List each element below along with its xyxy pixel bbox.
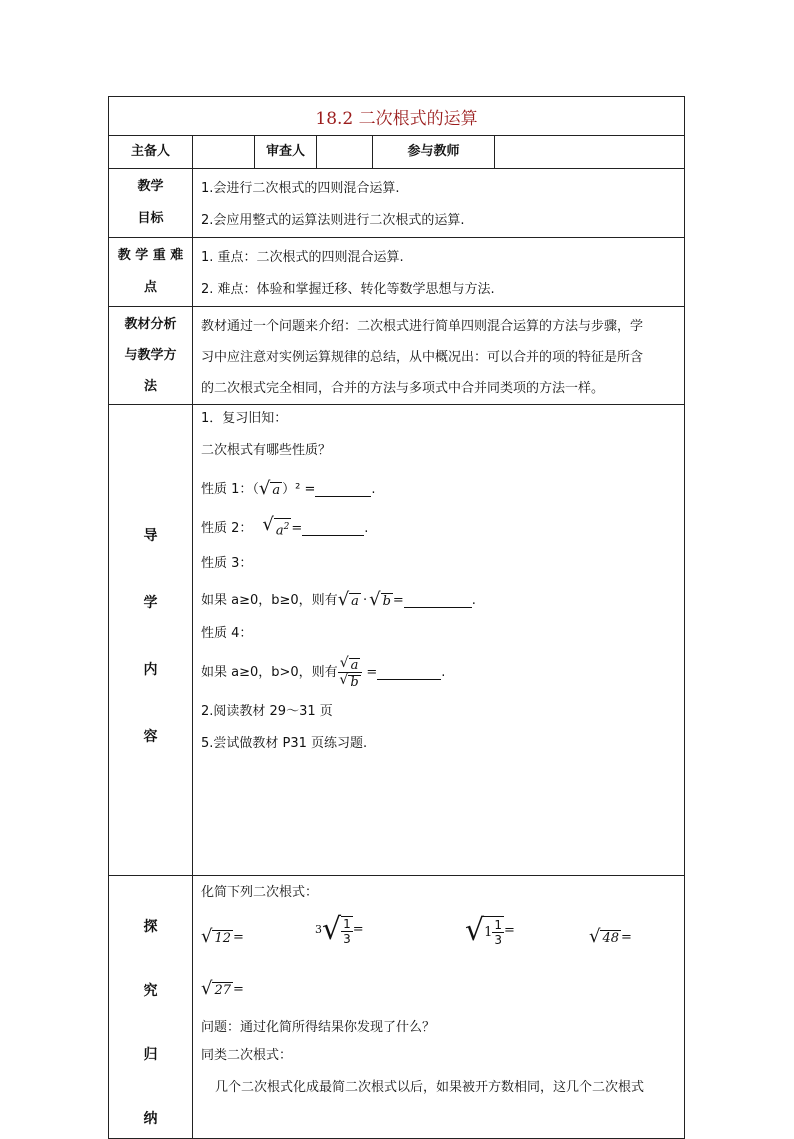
guide-label (109, 405, 193, 876)
property-2-label: 性质 2： (201, 520, 253, 536)
period: . (471, 592, 476, 608)
analysis-line: 的二次根式完全相同，合并的方法与多项式中合并同类项的方法一样。 (201, 381, 605, 396)
analysis-content (193, 307, 685, 405)
analysis-line: 习中应注意对实例运算规律的总结，从中概况出：可以合并的项的特征是所含 (201, 350, 644, 365)
goal-item: 2.会应用整式的运算法则进行二次根式的运算. (201, 213, 465, 228)
exercise-3-sqrt-1-3: 3 √ $\frac{1}{3}$ = (315, 911, 364, 947)
fraction-numerator: 1 (343, 917, 351, 931)
guide-row (109, 405, 685, 876)
property-1-label: 性质 1：（ (201, 481, 259, 497)
radicand: b (382, 593, 391, 609)
exercise-sqrt-27: √ 27 = (201, 964, 676, 1014)
equals-sign: = (366, 664, 378, 680)
explore-content (193, 876, 685, 1139)
property-4-condition: 如果 a≥0，b>0，则有 (201, 664, 338, 680)
equals-sign: = (621, 930, 632, 945)
keypoints-label (109, 238, 193, 307)
property-1-exp: ）² = (282, 481, 316, 497)
reviewer-label: 审查人 (255, 136, 317, 169)
reviewer-field (317, 136, 373, 169)
radicand: b (350, 674, 359, 690)
property-4 (201, 649, 676, 695)
sqrt-b: √ b (369, 588, 391, 610)
answer-blank (377, 665, 441, 680)
analysis-row (109, 307, 685, 405)
radicand-var: a (275, 523, 284, 539)
fraction-numerator: 1 (494, 918, 503, 932)
lesson-plan-table (108, 96, 685, 1139)
exercise-row-1 (201, 910, 676, 964)
review-heading: 1．复习旧知： (201, 411, 288, 426)
guide-label-char: 内 (143, 662, 158, 678)
keypoints-content (193, 238, 685, 307)
explore-label-char: 归 (143, 1047, 158, 1063)
goals-row (109, 169, 685, 238)
period: . (441, 664, 446, 680)
explore-label-char: 究 (143, 983, 158, 999)
property-1 (201, 469, 676, 509)
guide-label-char: 导 (143, 528, 158, 544)
lead-teacher-field (193, 136, 255, 169)
property-2 (201, 509, 676, 547)
explore-label-char: 探 (143, 919, 158, 935)
property-3: 如果 a≥0，b≥0，则有 √ a · √ b = . (201, 581, 676, 619)
property-3-label: 性质 3： (201, 556, 253, 571)
keypoints-row (109, 238, 685, 307)
property-3-condition: 如果 a≥0，b≥0，则有 (201, 592, 338, 608)
equals-sign: = (233, 981, 244, 997)
participants-field (495, 136, 685, 169)
radicand: a (350, 657, 359, 673)
analysis-label-line: 教材分析 (124, 317, 177, 332)
properties-question: 二次根式有哪些性质？ (201, 443, 332, 458)
reading-task: 2.阅读教材 29～31 页 (201, 704, 333, 719)
period: . (371, 481, 376, 497)
similar-radicals-heading: 同类二次根式： (201, 1048, 293, 1063)
equals-sign: = (352, 921, 364, 937)
analysis-label-line: 与教学方 (124, 348, 177, 363)
page-title: 18.2 二次根式的运算 (109, 97, 685, 136)
discovery-question: 问题：通过化简所得结果你发现了什么？ (201, 1020, 436, 1035)
guide-content (193, 405, 685, 876)
sqrt-a: √ a (258, 477, 281, 499)
sqrt-a: √ a (337, 588, 359, 610)
analysis-label-line: 法 (143, 379, 157, 394)
radicand: a (351, 593, 359, 609)
property-4-label: 性质 4： (201, 626, 253, 641)
radicand: 12 (214, 931, 232, 946)
keypoints-label-line: 点 (143, 280, 157, 295)
exercise-sqrt-1-and-1-3: √ 1 $\frac{1}{3}$ = (465, 912, 515, 948)
guide-label-char: 学 (143, 595, 158, 611)
equals-sign: = (291, 520, 303, 536)
answer-blank (404, 593, 472, 608)
equals-sign: = (233, 930, 244, 945)
exercise-task: 5.尝试做教材 P31 页练习题. (201, 736, 368, 751)
coefficient: 3 (315, 922, 322, 936)
header-row (109, 136, 685, 169)
fraction-denominator: 3 (494, 933, 503, 947)
goals-content (193, 169, 685, 238)
fraction-denominator: 3 (343, 932, 351, 946)
participants-label: 参与教师 (373, 136, 495, 169)
guide-label-char: 容 (143, 729, 158, 745)
radicand: 48 (602, 931, 620, 946)
keypoint-item: 2. 难点：体验和掌握迁移、转化等数学思想与方法. (201, 282, 495, 297)
explore-label-char: 纳 (143, 1111, 158, 1127)
lead-teacher-label: 主备人 (109, 136, 193, 169)
explore-row (109, 876, 685, 1139)
equals-sign: = (504, 922, 515, 938)
radicand: 27 (214, 982, 232, 998)
exercise-sqrt-48: √ 48 = (589, 922, 632, 953)
sqrt-a-squared: √ $a^2$ (262, 514, 290, 539)
goals-label (109, 169, 193, 238)
keypoint-item: 1. 重点：二次根式的四则混合运算. (201, 250, 404, 265)
simplify-prompt: 化简下列二次根式： (201, 885, 319, 900)
exercise-sqrt-12: √ 12 = (201, 922, 244, 953)
analysis-line: 教材通过一个问题来介绍：二次根式进行简单四则混合运算的方法与步骤，学 (201, 319, 644, 334)
goals-label-line: 目标 (137, 211, 164, 226)
goals-label-line: 教学 (137, 179, 164, 194)
answer-blank (315, 482, 371, 497)
similar-radicals-definition: 几个二次根式化成最简二次根式以后，如果被开方数相同，这几个二次根式 (215, 1080, 645, 1095)
sqrt-a-over-sqrt-b: √ a √ b (338, 656, 363, 689)
equals-sign: = (392, 592, 404, 608)
answer-blank (302, 521, 364, 536)
analysis-label (109, 307, 193, 405)
radicand: a (272, 482, 281, 498)
whole-part: 1 (484, 925, 493, 940)
radicand: $a^2$ (274, 518, 292, 539)
explore-label (109, 876, 193, 1139)
keypoints-label-line: 教 学 重 难 (117, 248, 184, 263)
period: . (364, 520, 369, 536)
goal-item: 1.会进行二次根式的四则混合运算. (201, 181, 400, 196)
